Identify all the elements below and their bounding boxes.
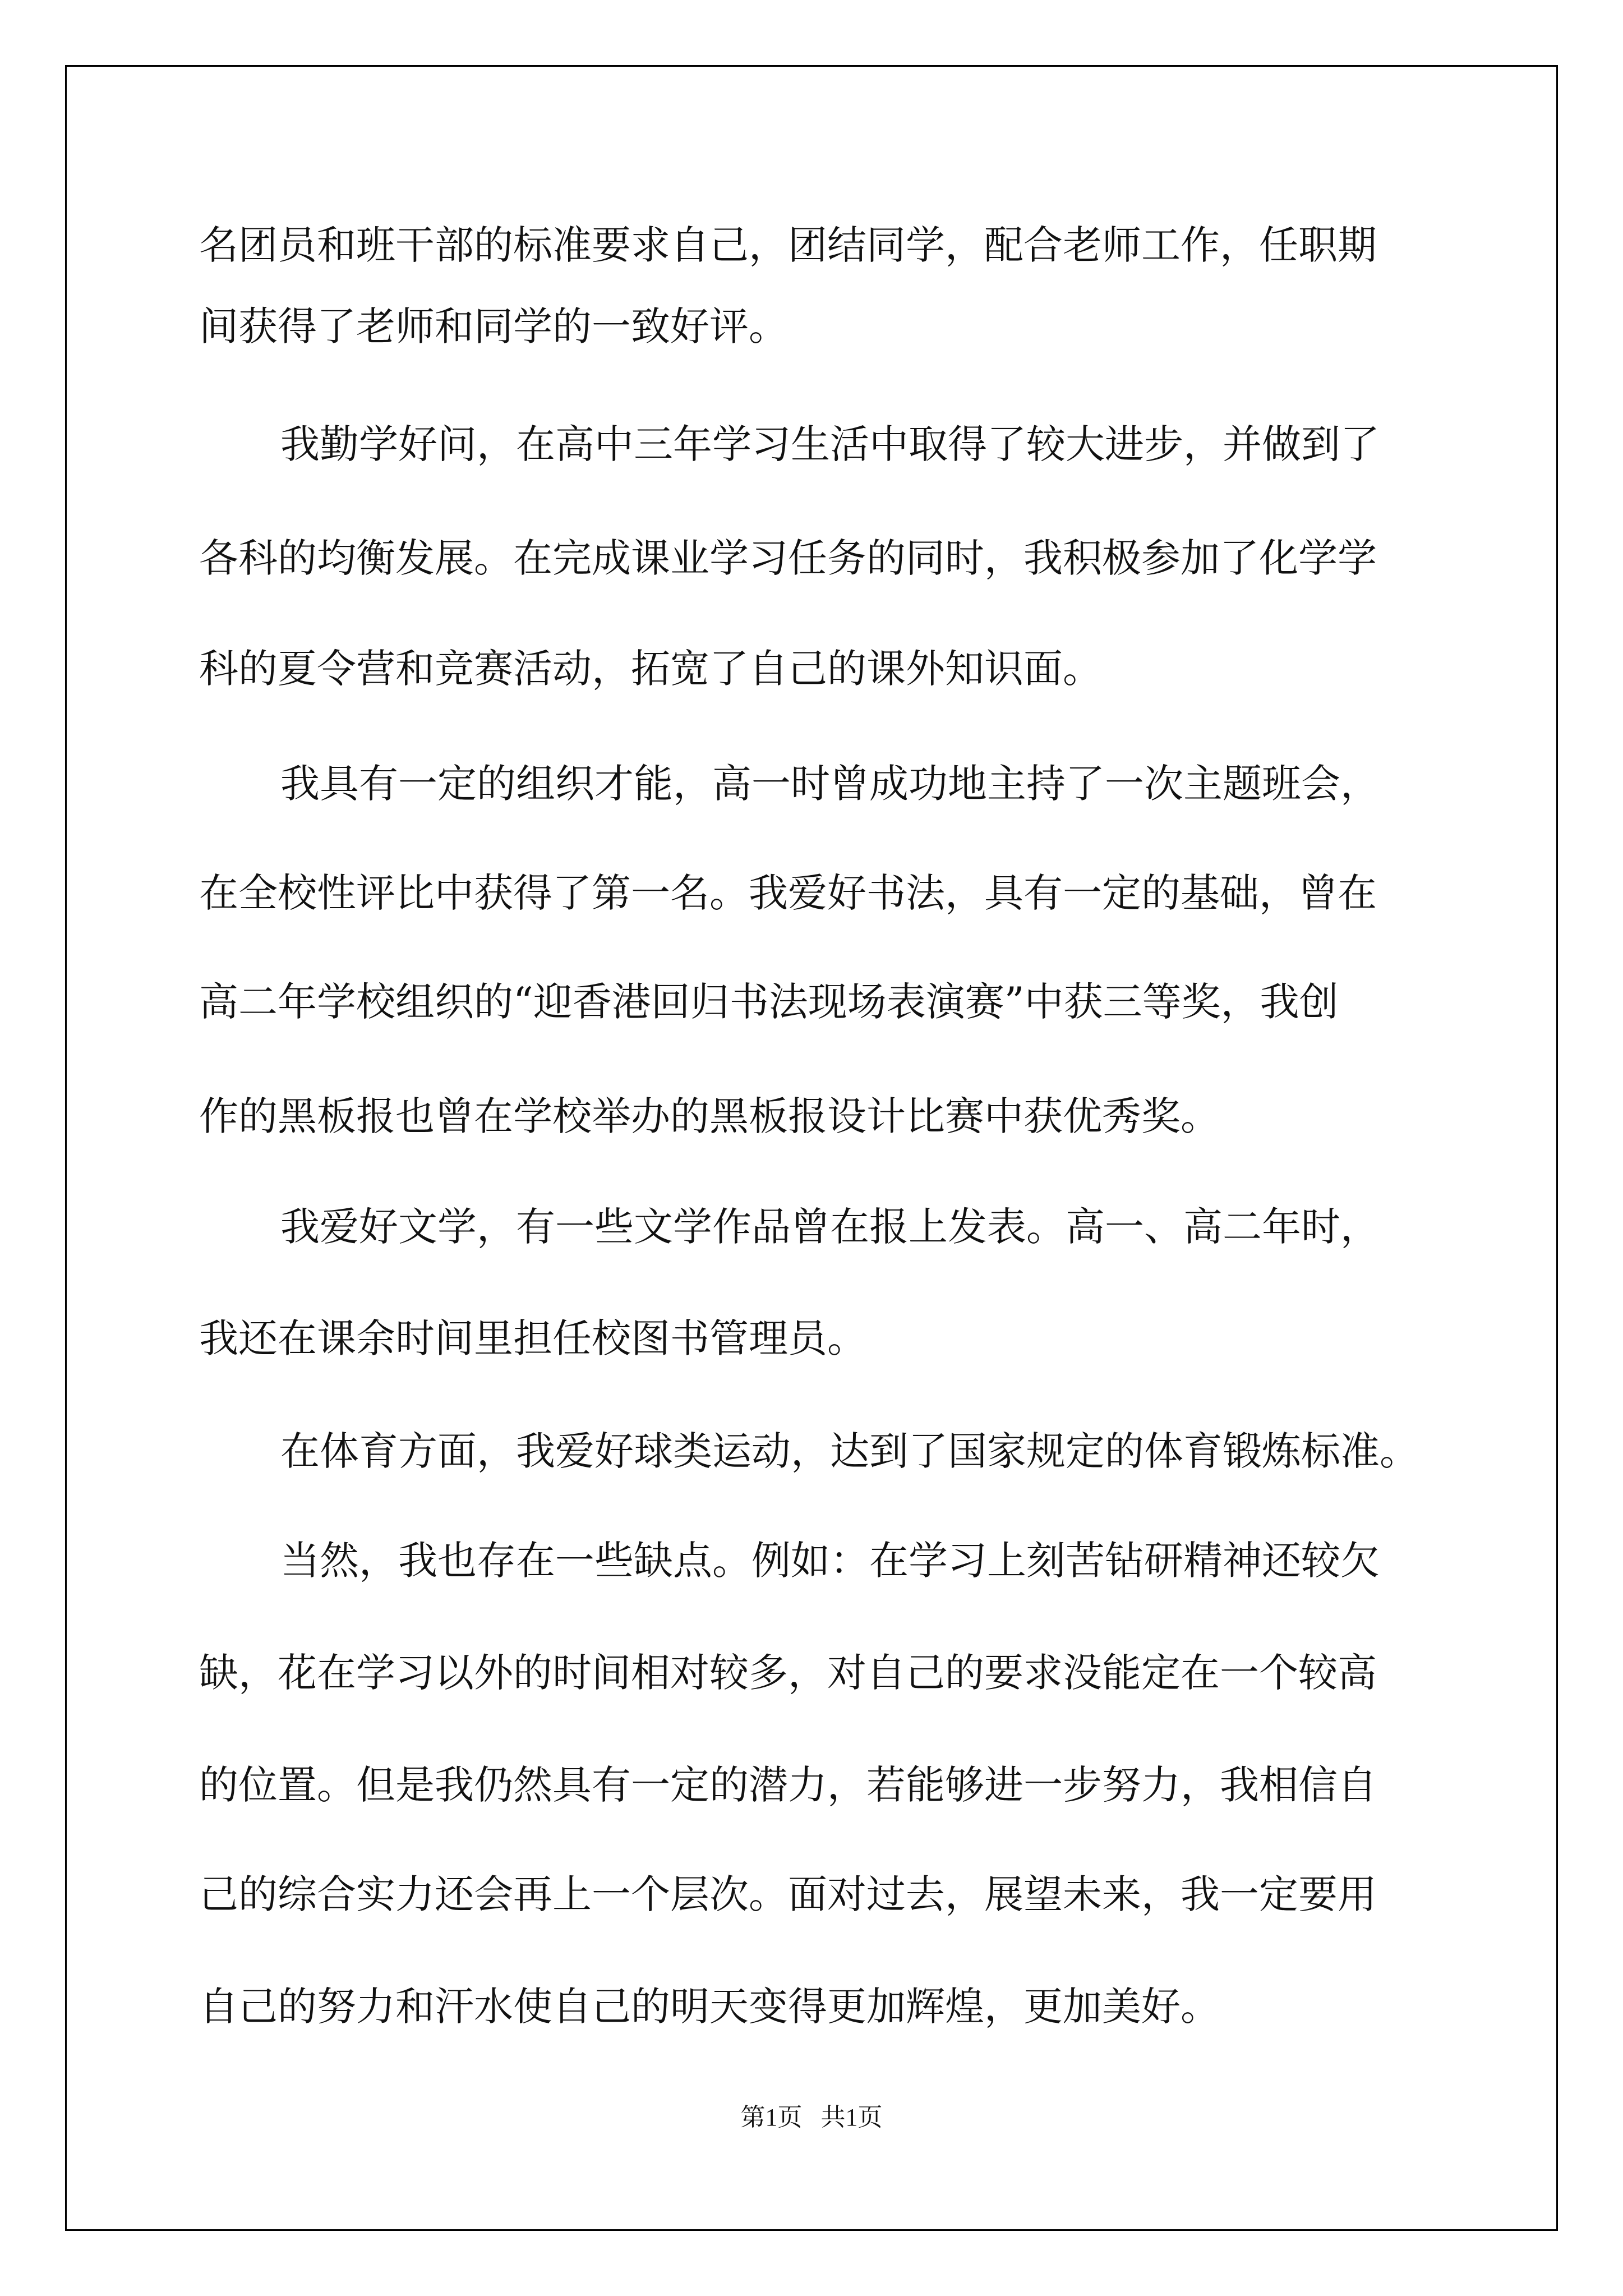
text-line-6: 我具有一定的组织才能，高一时曾成功地主持了一次主题班会， [280,761,1380,807]
page-footer: 第1页 共1页 [740,2104,883,2131]
text-line-1: 名团员和班干部的标准要求自己，团结同学，配合老师工作，任职期 [199,222,1377,268]
text-line-13: 当然，我也存在一些缺点。例如：在学习上刻苦钻研精神还较欠 [280,1538,1380,1584]
text-line-11: 我还在课余时间里担任校图书管理员。 [199,1315,866,1361]
text-line-4: 各科的均衡发展。在完成课业学习任务的同时，我积极参加了化学学 [199,535,1377,581]
text-line-10: 我爱好文学，有一些文学作品曾在报上发表。高一、高二年时， [280,1204,1380,1250]
text-line-5: 科的夏令营和竞赛活动，拓宽了自己的课外知识面。 [199,646,1102,692]
text-line-15: 的位置。但是我仍然具有一定的潜力，若能够进一步努力，我相信自 [199,1762,1377,1808]
text-line-7: 在全校性评比中获得了第一名。我爱好书法，具有一定的基础，曾在 [199,870,1377,916]
text-line-14: 缺，花在学习以外的时间相对较多，对自己的要求没能定在一个较高 [199,1650,1377,1696]
text-line-17: 自己的努力和汗水使自己的明天变得更加辉煌，更加美好。 [199,1984,1220,2030]
text-line-16: 己的综合实力还会再上一个层次。面对过去，展望未来，我一定要用 [199,1871,1377,1917]
text-line-3: 我勤学好问，在高中三年学习生活中取得了较大进步，并做到了 [280,421,1380,467]
text-line-12: 在体育方面，我爱好球类运动，达到了国家规定的体育锻炼标准。 [280,1428,1419,1474]
text-line-9: 作的黑板报也曾在学校举办的黑板报设计比赛中获优秀奖。 [199,1093,1220,1139]
text-line-8: 高二年学校组织的“迎香港回归书法现场表演赛”中获三等奖，我创 [199,979,1339,1025]
text-line-2: 间获得了老师和同学的一致好评。 [199,303,788,349]
